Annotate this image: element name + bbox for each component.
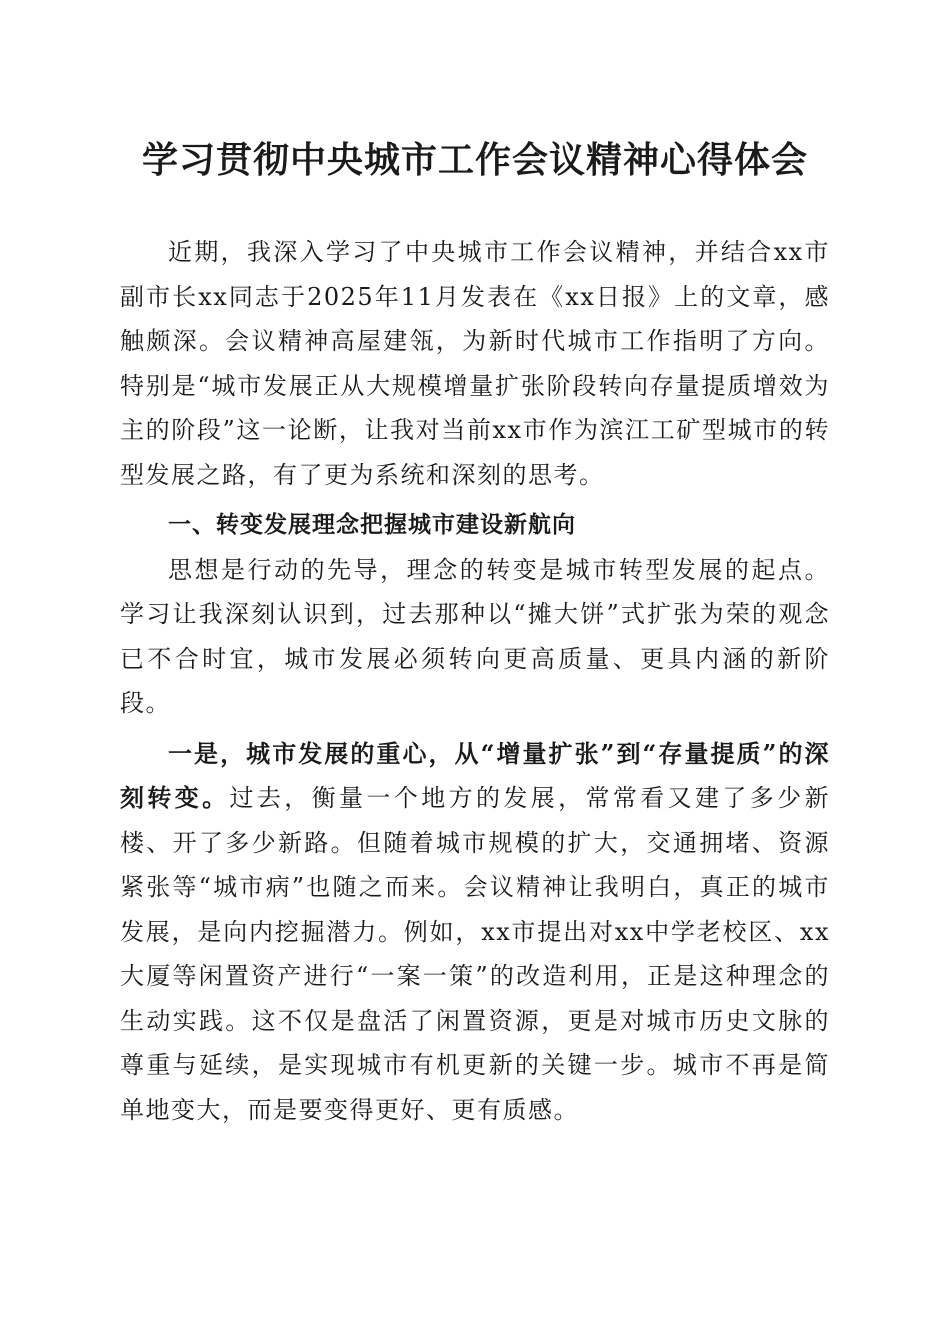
document-body xyxy=(120,230,830,1132)
point-body: 过去，衡量一个地方的发展，常常看又建了多少新楼、开了多少新路。但随着城市规模的扩大，交通拥堵、资源紧张等“城市病”也随之而来。会议精神让我明白，真正的城市发展，是向内挖掘潜力。例如，xx市提出对xx中学老校区、xx大厦等闲置资产进行“一案一策”的改造利用，正是这种理念的生动实践。这不仅是盘活了闲置资源，更是对城市历史文脉的尊重与延续，是实现城市有机更新的关键一步。城市不再是简单地变大，而是要变得更好、更有质感。 xyxy=(120,784,831,1124)
page-title: 学习贯彻中央城市工作会议精神心得体会 xyxy=(141,139,808,181)
section-intro-paragraph: 思想是行动的先导，理念的转变是城市转型发展的起点。学习让我深刻认识到，过去那种以“摊大饼”式扩张为荣的观念已不合时宜，城市发展必须转向更高质量、更具内涵的新阶段。 xyxy=(120,555,830,717)
section-heading: 一、转变发展理念把握城市建设新航向 xyxy=(168,512,576,538)
intro-paragraph: 近期，我深入学习了中央城市工作会议精神，并结合xx市副市长xx同志于2025年11月发表在《xx日报》上的文章，感触颇深。会议精神高屋建瓴，为新时代城市工作指明了方向。特别是“城市发展正从大规模增量扩张阶段转向存量提质增效为主的阶段”这一论断，让我对当前xx市作为滨江工矿型城市的转型发展之路，有了更为系统和深刻的思考。 xyxy=(120,238,830,489)
point-paragraph xyxy=(120,732,830,1133)
point-lead: 一是，城市发展的重心，从“增量扩张”到“存量提质”的深刻转变。 xyxy=(120,738,830,812)
